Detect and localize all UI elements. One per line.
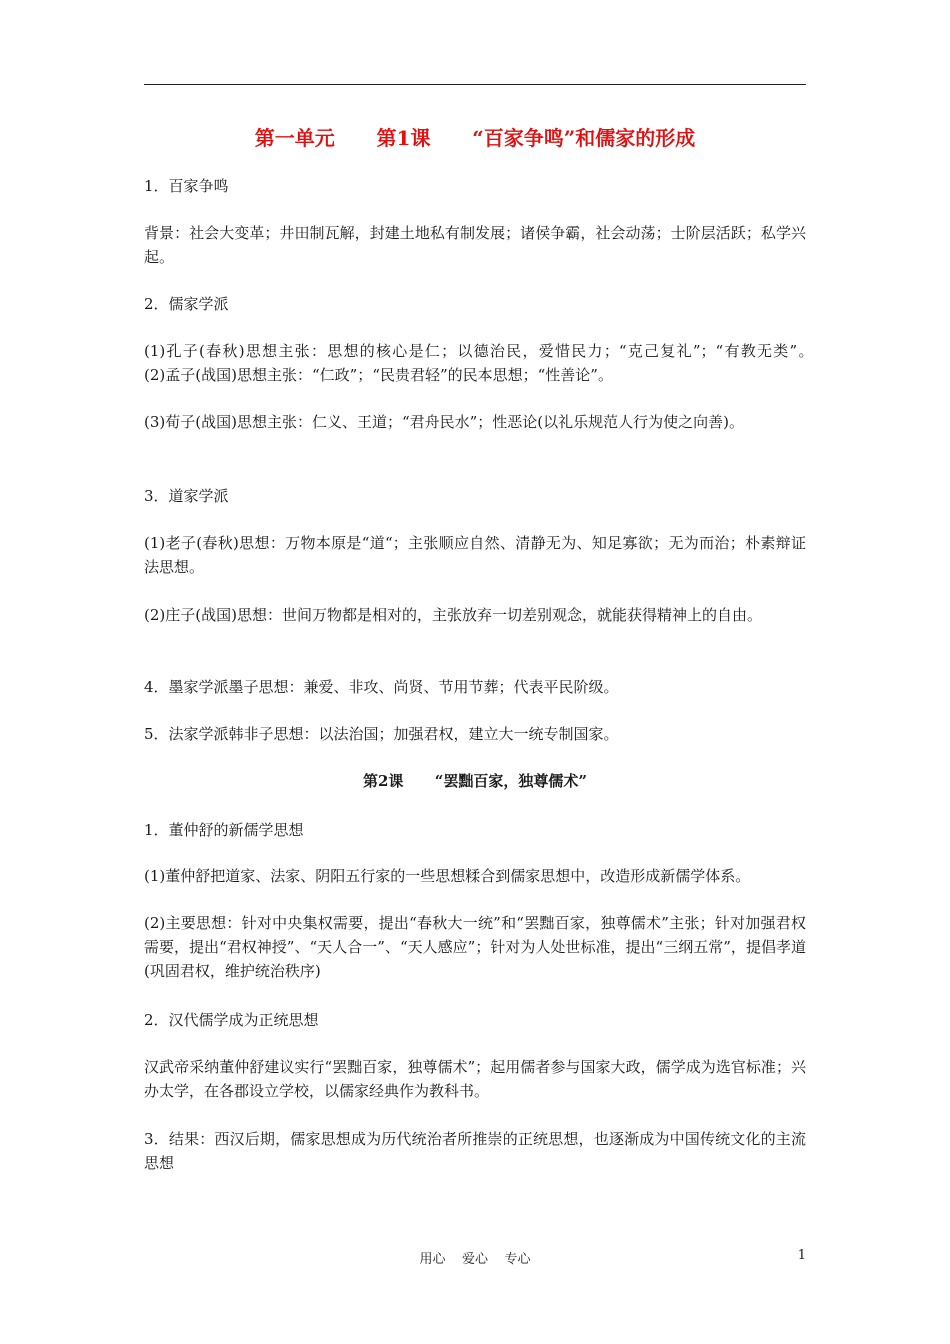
page-number: 1	[797, 1248, 806, 1263]
para-main-ideas: (2)主要思想：针对中央集权需要，提出“春秋大一统”和“罢黜百家，独尊儒术”主张；针对加强君权需要，提出“君权神授”、“天人合一”、“天人感应”；针对为人处世标准，提出“三纲五常”，提倡孝道(巩固君权，维护统治秩序)	[144, 914, 806, 980]
para-emperor-wu: 汉武帝采纳董仲舒建议实行“罢黜百家，独尊儒术”；起用儒者参与国家大政，儒学成为选官标准；兴办太学，在各郡设立学校，以儒家经典作为教科书。	[144, 1058, 806, 1100]
para-zhuangzi: (2)庄子(战国)思想：世间万物都是相对的，主张放弃一切差别观念，就能获得精神上的自由。	[144, 606, 762, 624]
para-background: 背景：社会大变革；井田制瓦解，封建土地私有制发展；诸侯争霸，社会动荡；士阶层活跃；私学兴起。	[144, 224, 806, 266]
heading-daoist: 3．道家学派	[144, 487, 229, 505]
page-title: 第一单元 第1课 “百家争鸣”和儒家的形成	[254, 126, 696, 150]
header-rule	[144, 84, 806, 85]
heading-confucian: 2．儒家学派	[144, 295, 229, 313]
para-xunzi: (3)荀子(战国)思想主张：仁义、王道；“君舟民水”；性恶论(以礼乐规范人行为使之向善)。	[144, 413, 744, 431]
heading-orthodoxy: 2．汉代儒学成为正统思想	[144, 1011, 319, 1029]
para-laozi: (1)老子(春秋)思想：万物本原是“道“；主张顺应自然、清静无为、知足寡欲；无为而治；朴素辩证法思想。	[144, 534, 806, 576]
heading-dong: 1．董仲舒的新儒学思想	[144, 821, 304, 839]
heading-baijia: 1．百家争鸣	[144, 177, 229, 195]
para-confucius-mencius: (1)孔子(春秋)思想主张：思想的核心是仁；以德治民，爱惜民力；“克己复礼”；“有教无类”。 (2)孟子(战国)思想主张：“仁政”；“民贵君轻”的民本思想；“性善论”。	[144, 342, 837, 384]
para-mohism: 4．墨家学派墨子思想：兼爱、非攻、尚贤、节用节葬；代表平民阶级。	[144, 678, 619, 696]
para-dong-synthesis: (1)董仲舒把道家、法家、阴阳五行家的一些思想糅合到儒家思想中，改造形成新儒学体系。	[144, 867, 751, 885]
lesson2-title: 第2课 “罢黜百家，独尊儒术”	[362, 772, 588, 790]
footer-motto: 用心 爱心 专心	[419, 1252, 531, 1267]
para-result: 3．结果：西汉后期，儒家思想成为历代统治者所推崇的正统思想，也逐渐成为中国传统文化的主流思想	[144, 1130, 806, 1172]
para-legalism: 5．法家学派韩非子思想：以法治国；加强君权，建立大一统专制国家。	[144, 725, 619, 743]
